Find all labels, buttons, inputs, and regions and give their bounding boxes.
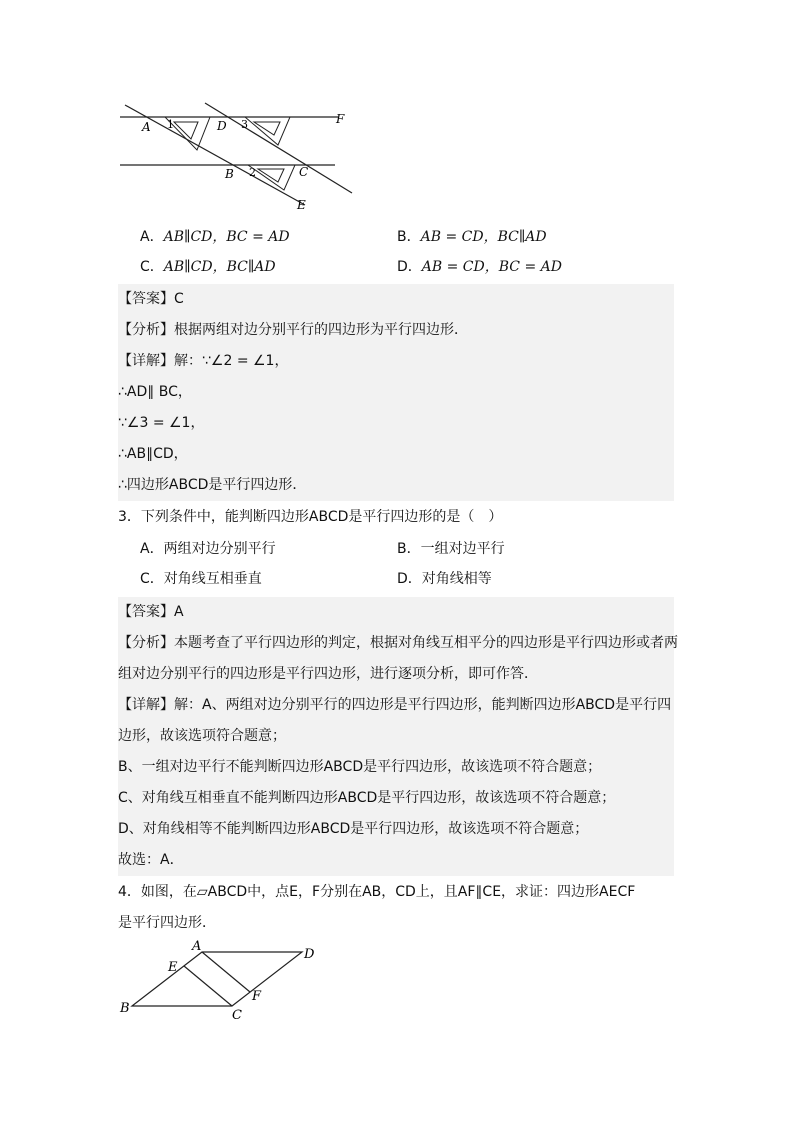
label-B: B: [225, 167, 234, 181]
label-F: F: [252, 989, 262, 1004]
q3-option-a: A．两组对边分别平行: [140, 541, 276, 557]
q2-detail-line-1: 【详解】解：∵∠2 = ∠1，: [118, 353, 289, 369]
q3-stem: 3．下列条件中，能判断四边形ABCD是平行四边形的是（ ）: [118, 509, 503, 525]
q3-detail-line-3: B、一组对边平行不能判断四边形ABCD是平行四边形，故该选项不符合题意；: [118, 759, 602, 775]
q3-detail-line-2: 边形，故该选项符合题意；: [118, 728, 286, 744]
label-B: B: [120, 1001, 130, 1016]
q2-option-c: C．AB∥CD，BC∥AD: [140, 259, 276, 275]
label-2: 2: [249, 166, 256, 179]
q2-option-a: A．AB∥CD，BC = AD: [140, 229, 290, 245]
label-D: D: [217, 119, 227, 133]
label-C: C: [232, 1008, 242, 1023]
label-F: F: [336, 112, 345, 126]
label-3: 3: [241, 118, 248, 131]
q2-detail-line-2: ∴AD∥ BC，: [118, 384, 192, 400]
q3-detail-line-5: D、对角线相等不能判断四边形ABCD是平行四边形，故该选项不符合题意；: [118, 821, 589, 837]
q3-analysis-line-1: 【分析】本题考查了平行四边形的判定，根据对角线互相平分的四边形是平行四边形或者两: [118, 635, 678, 651]
label-D: D: [304, 947, 315, 962]
q3-option-b: B．一组对边平行: [397, 541, 505, 557]
figure-parallelogram: [112, 938, 327, 1023]
q4-stem-line-2: 是平行四边形．: [118, 915, 216, 931]
q2-analysis: 【分析】根据两组对边分别平行的四边形为平行四边形．: [118, 322, 468, 338]
q3-detail-line-1: 【详解】解：A、两组对边分别平行的四边形是平行四边形，能判断四边形ABCD是平行四: [118, 697, 672, 713]
q2-detail-line-4: ∴AB∥CD，: [118, 446, 188, 462]
label-A: A: [142, 120, 151, 134]
q2-detail-line-5: ∴四边形ABCD是平行四边形．: [118, 477, 307, 493]
label-E: E: [297, 198, 306, 212]
label-A: A: [192, 939, 202, 954]
q3-detail-line-4: C、对角线互相垂直不能判断四边形ABCD是平行四边形，故该选项不符合题意；: [118, 790, 616, 806]
q4-stem-line-1: 4．如图，在▱ABCD中，点E，F分别在AB，CD上，且AF∥CE，求证：四边形AECF: [118, 884, 636, 900]
q3-option-c: C．对角线互相垂直: [140, 571, 262, 587]
label-1: 1: [167, 118, 174, 131]
q3-answer: 【答案】A: [118, 604, 184, 620]
parallelogram-ABCD: [132, 952, 302, 1006]
q2-answer: 【答案】C: [118, 291, 184, 307]
figure-parallel-lines: [110, 95, 360, 220]
q2-option-b: B．AB = CD，BC∥AD: [397, 229, 547, 245]
q3-detail-line-6: 故选：A．: [118, 852, 184, 868]
segment-AF: [202, 952, 250, 992]
segment-EC: [184, 966, 232, 1006]
q3-analysis-line-2: 组对边分别平行的四边形是平行四边形，进行逐项分析，即可作答．: [118, 666, 538, 682]
label-C: C: [299, 165, 309, 179]
q2-option-d: D．AB = CD，BC = AD: [397, 259, 562, 275]
label-E: E: [168, 960, 178, 975]
q3-option-d: D．对角线相等: [397, 571, 492, 587]
line-AE: [125, 105, 305, 205]
q2-detail-line-3: ∵∠3 = ∠1，: [118, 415, 205, 431]
